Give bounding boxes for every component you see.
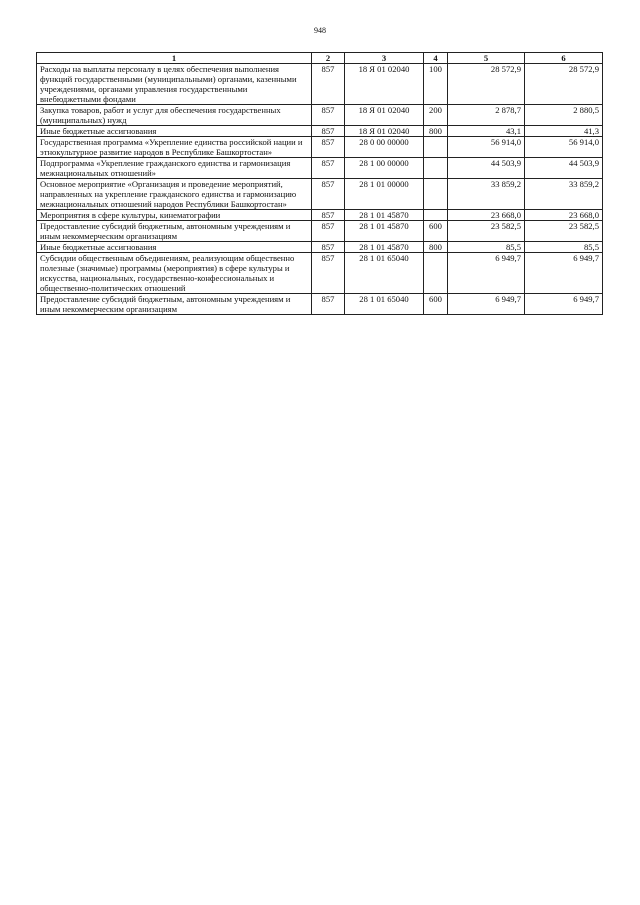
header-col-6: 6 <box>525 53 603 64</box>
table-row <box>37 210 603 221</box>
row-code: 857 <box>312 126 345 137</box>
row-sum-1: 28 572,9 <box>448 64 525 105</box>
row-target: 28 0 00 00000 <box>345 137 424 158</box>
table-row <box>37 294 603 315</box>
row-name: Подпрограмма «Укрепление гражданского единства и гармонизация межнациональных отношений» <box>37 158 312 179</box>
row-code: 857 <box>312 294 345 315</box>
row-name: Государственная программа «Укрепление единства российской нации и этнокультурное развитие народов в Республике Башкортостан» <box>37 137 312 158</box>
row-type: 600 <box>424 294 448 315</box>
row-type: 100 <box>424 64 448 105</box>
row-name: Основное мероприятие «Организация и проведение мероприятий, направленных на укрепление гражданского единства и гармонизацию межнациональных отношений народов Республики Башкортостан» <box>37 179 312 210</box>
row-sum-1: 6 949,7 <box>448 253 525 294</box>
table-row <box>37 126 603 137</box>
row-sum-2: 28 572,9 <box>525 64 603 105</box>
header-col-2: 2 <box>312 53 345 64</box>
header-col-3: 3 <box>345 53 424 64</box>
page-number: 948 <box>314 26 326 35</box>
table-row <box>37 137 603 158</box>
row-sum-1: 33 859,2 <box>448 179 525 210</box>
row-type: 800 <box>424 126 448 137</box>
header-col-5: 5 <box>448 53 525 64</box>
table-row <box>37 221 603 242</box>
row-name: Расходы на выплаты персоналу в целях обеспечения выполнения функций государственными (муниципальными) органами, казенными учреждениями, органами управления государственными внебюджетными фондами <box>37 64 312 105</box>
table-row <box>37 105 603 126</box>
row-target: 28 1 00 00000 <box>345 158 424 179</box>
row-sum-2: 33 859,2 <box>525 179 603 210</box>
row-name: Предоставление субсидий бюджетным, автономным учреждениям и иным некоммерческим организациям <box>37 221 312 242</box>
row-sum-2: 23 668,0 <box>525 210 603 221</box>
table-row <box>37 253 603 294</box>
row-sum-1: 2 878,7 <box>448 105 525 126</box>
row-type <box>424 137 448 158</box>
budget-table <box>36 52 603 315</box>
row-target: 18 Я 01 02040 <box>345 126 424 137</box>
row-code: 857 <box>312 179 345 210</box>
row-name: Иные бюджетные ассигнования <box>37 126 312 137</box>
row-type <box>424 253 448 294</box>
row-type: 600 <box>424 221 448 242</box>
row-type <box>424 158 448 179</box>
header-col-4: 4 <box>424 53 448 64</box>
row-sum-2: 41,3 <box>525 126 603 137</box>
row-name: Предоставление субсидий бюджетным, автономным учреждениям и иным некоммерческим организациям <box>37 294 312 315</box>
row-sum-2: 23 582,5 <box>525 221 603 242</box>
row-code: 857 <box>312 242 345 253</box>
row-code: 857 <box>312 137 345 158</box>
row-target: 28 1 01 45870 <box>345 210 424 221</box>
row-target: 28 1 01 00000 <box>345 179 424 210</box>
header-col-1: 1 <box>37 53 312 64</box>
table-row <box>37 158 603 179</box>
row-type: 800 <box>424 242 448 253</box>
row-sum-2: 6 949,7 <box>525 294 603 315</box>
row-target: 18 Я 01 02040 <box>345 105 424 126</box>
row-sum-1: 85,5 <box>448 242 525 253</box>
row-sum-2: 2 880,5 <box>525 105 603 126</box>
row-code: 857 <box>312 105 345 126</box>
row-sum-1: 23 582,5 <box>448 221 525 242</box>
row-name: Мероприятия в сфере культуры, кинематографии <box>37 210 312 221</box>
row-code: 857 <box>312 210 345 221</box>
row-sum-2: 85,5 <box>525 242 603 253</box>
row-sum-2: 56 914,0 <box>525 137 603 158</box>
row-name: Субсидии общественным объединениям, реализующим общественно полезные (значимые) программы (мероприятия) в сфере культуры и искусства, национальных, государственно-конфессиональных и общественно-политических отношений <box>37 253 312 294</box>
row-code: 857 <box>312 253 345 294</box>
table-row <box>37 242 603 253</box>
row-target: 18 Я 01 02040 <box>345 64 424 105</box>
row-target: 28 1 01 45870 <box>345 242 424 253</box>
row-name: Закупка товаров, работ и услуг для обеспечения государственных (муниципальных) нужд <box>37 105 312 126</box>
row-target: 28 1 01 45870 <box>345 221 424 242</box>
row-code: 857 <box>312 64 345 105</box>
row-sum-1: 23 668,0 <box>448 210 525 221</box>
row-sum-2: 6 949,7 <box>525 253 603 294</box>
row-sum-2: 44 503,9 <box>525 158 603 179</box>
row-sum-1: 6 949,7 <box>448 294 525 315</box>
table-row <box>37 64 603 105</box>
row-sum-1: 43,1 <box>448 126 525 137</box>
row-type <box>424 179 448 210</box>
row-target: 28 1 01 65040 <box>345 294 424 315</box>
row-name: Иные бюджетные ассигнования <box>37 242 312 253</box>
row-code: 857 <box>312 221 345 242</box>
row-sum-1: 44 503,9 <box>448 158 525 179</box>
row-type <box>424 210 448 221</box>
row-code: 857 <box>312 158 345 179</box>
row-target: 28 1 01 65040 <box>345 253 424 294</box>
table-row <box>37 179 603 210</box>
row-sum-1: 56 914,0 <box>448 137 525 158</box>
table-header-row <box>37 53 603 64</box>
row-type: 200 <box>424 105 448 126</box>
